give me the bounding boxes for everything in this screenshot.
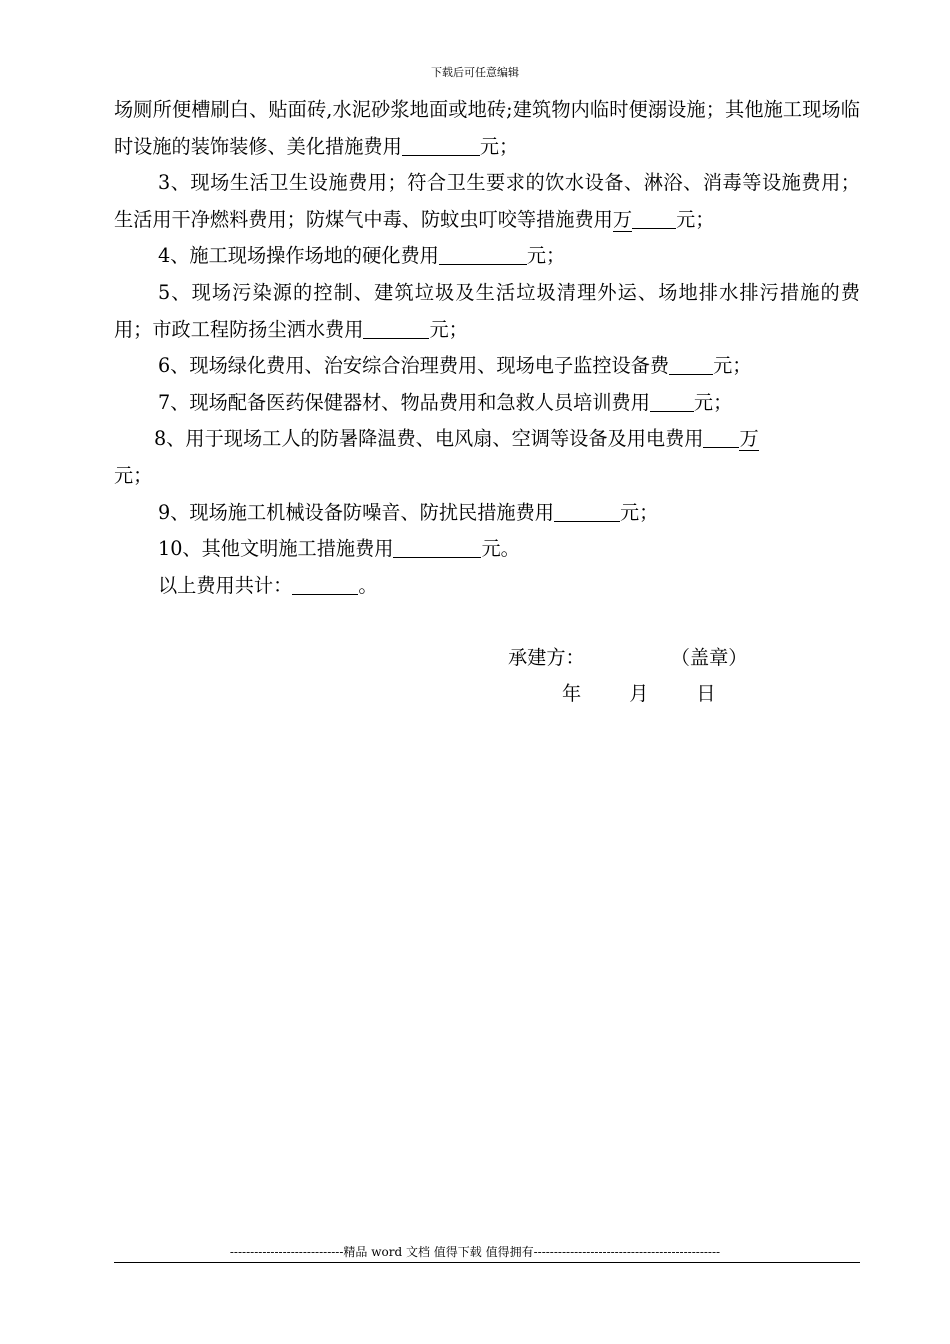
paragraph-text: 5、现场污染源的控制、建筑垃圾及生活垃圾清理外运、场地排水排污措施的费用；市政工程防扬尘洒水费用 <box>114 280 860 341</box>
paragraph-text: 7、现场配备医药保健器材、物品费用和急救人员培训费用 <box>158 390 650 414</box>
unit-text: 元； <box>693 390 733 414</box>
year-label: 年 <box>562 682 582 705</box>
paragraph-4 <box>114 238 860 275</box>
underlined-unit: 万 <box>739 427 759 451</box>
fill-in-blank[interactable] <box>393 535 481 558</box>
paragraph-text: 10、其他文明施工措施费用 <box>158 537 394 561</box>
total-line <box>114 568 860 605</box>
total-end: 。 <box>358 573 378 597</box>
document-body <box>114 92 860 604</box>
fill-in-blank[interactable] <box>402 133 480 156</box>
unit-text: 元； <box>114 463 153 487</box>
unit-text: 元。 <box>481 537 520 561</box>
month-label: 月 <box>629 682 649 705</box>
paragraph-5 <box>114 275 860 348</box>
fill-in-blank[interactable] <box>632 206 676 229</box>
fill-in-blank[interactable] <box>554 499 620 522</box>
paragraph-3 <box>114 165 860 238</box>
page-header-note: 下载后可任意编辑 <box>431 66 519 79</box>
paragraph-8 <box>114 421 860 494</box>
total-label: 以上费用共计： <box>158 573 293 597</box>
paragraph-text: 8、用于现场工人的防暑降温费、电风扇、空调等设备及用电费用 <box>154 427 704 451</box>
paragraph-7 <box>114 385 860 422</box>
unit-text: 元； <box>526 244 566 268</box>
seal-label: （盖章） <box>670 646 748 669</box>
paragraph-text: 4、施工现场操作场地的硬化费用 <box>158 244 439 268</box>
page-footer-text: ----------------------------精品 word 文档 值得下载 值得拥有---------------------------------------------- <box>229 1245 721 1259</box>
paragraph-9 <box>114 495 860 532</box>
total-blank[interactable] <box>292 572 358 595</box>
day-label: 日 <box>696 682 716 705</box>
unit-text: 元； <box>619 500 659 524</box>
unit-text: 元； <box>713 354 752 378</box>
paragraph-text: 9、现场施工机械设备防噪音、防扰民措施费用 <box>158 500 554 524</box>
underlined-unit: 万 <box>612 207 633 231</box>
paragraph-text: 3、现场生活卫生设施费用；符合卫生要求的饮水设备、淋浴、消毒等设施费用；生活用干净燃料费用；防煤气中毒、防蚊虫叮咬等措施费用 <box>114 171 860 231</box>
paragraph-text: 6、现场绿化费用、治安综合治理费用、现场电子监控设备费 <box>158 354 670 378</box>
unit-text: 元； <box>429 317 468 341</box>
fill-in-blank[interactable] <box>669 352 713 375</box>
paragraph-6 <box>114 348 860 385</box>
fill-in-blank[interactable] <box>703 425 739 448</box>
fill-in-blank[interactable] <box>363 316 429 339</box>
unit-text: 元； <box>676 207 715 231</box>
unit-text: 元； <box>479 134 519 158</box>
date-row <box>562 676 716 712</box>
footer-divider <box>114 1262 860 1263</box>
fill-in-blank[interactable] <box>439 242 527 265</box>
signature-block <box>508 640 748 676</box>
contractor-label: 承建方： <box>508 646 585 669</box>
paragraph-2-continuation <box>114 92 860 165</box>
fill-in-blank[interactable] <box>650 389 694 412</box>
paragraph-text: 场厕所便槽刷白、贴面砖,水泥砂浆地面或地砖;建筑物内临时便溺设施；其他施工现场临时设施的装饰装修、美化措施费用 <box>114 98 860 158</box>
paragraph-10 <box>114 531 860 568</box>
